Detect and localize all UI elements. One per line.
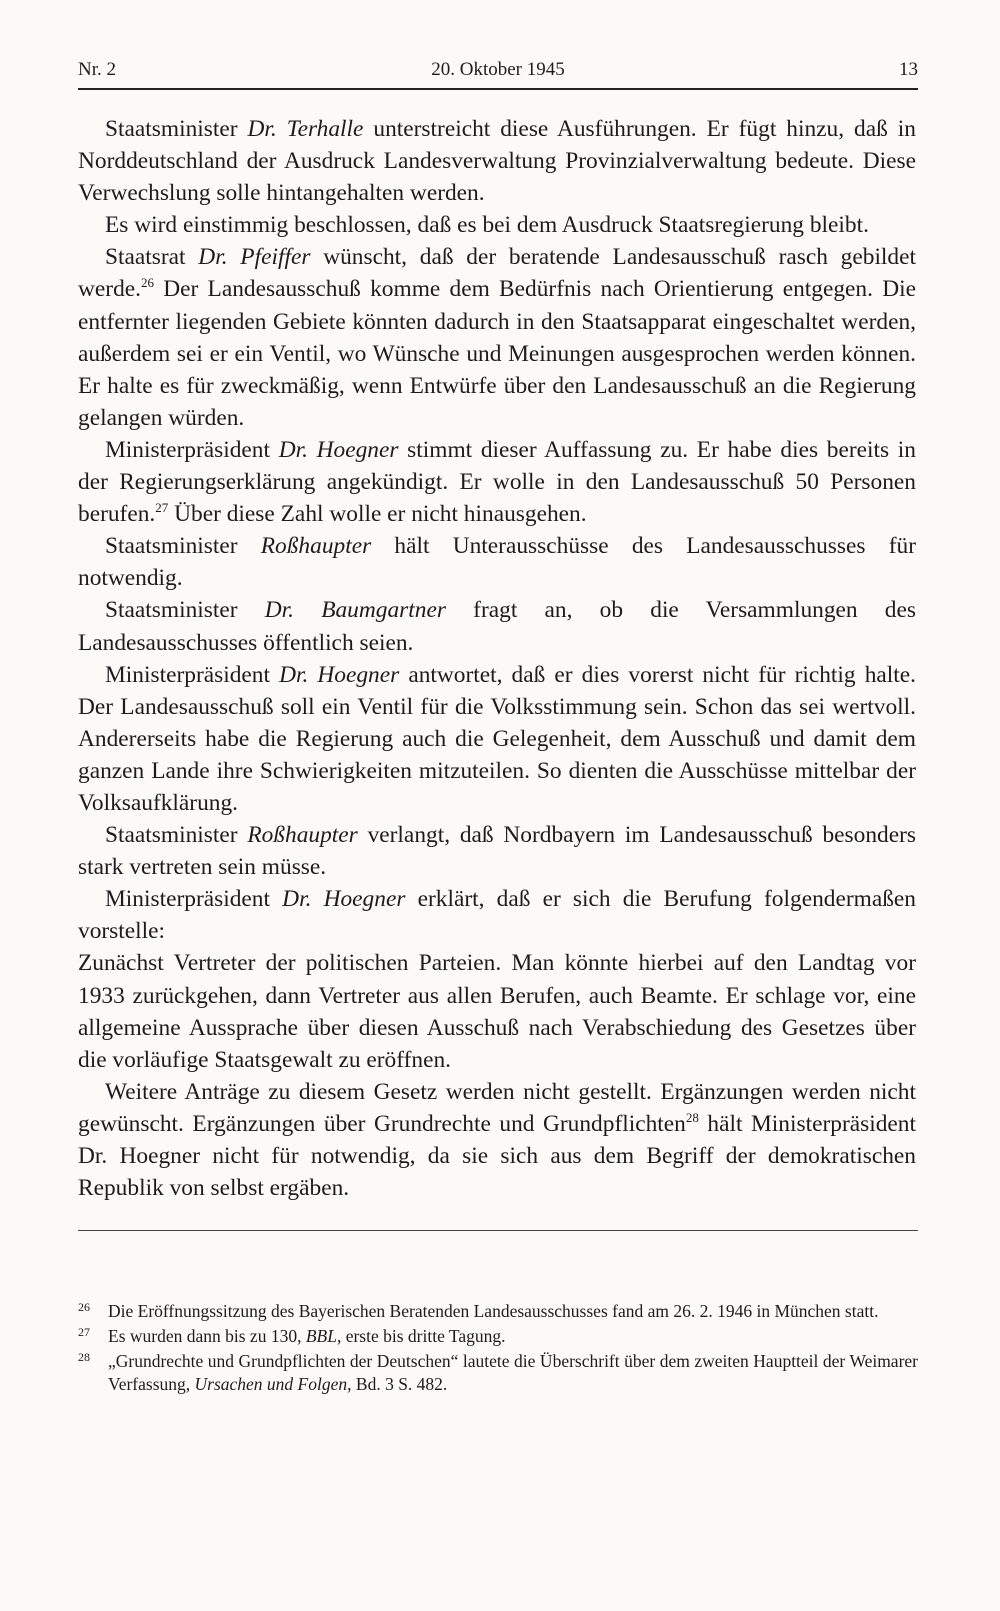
paragraph (78, 434, 916, 530)
text-run: hält Unterausschüsse des Landesausschusses für notwendig. (78, 533, 916, 592)
text-run: Es wurden dann bis zu 130, (108, 1326, 306, 1346)
text-run: unterstreicht diese Ausführungen. Er fügt hinzu, daß in Norddeutschland der Ausdruck Landesverwaltung Provinzialverwaltung bedeute. Diese Verwechslung solle hintangehalten werden. (78, 116, 916, 207)
footnote (78, 1300, 918, 1323)
speaker-name: Dr. Hoegner (282, 886, 406, 913)
text-run: Staatsminister (105, 822, 248, 849)
text-run: Ministerpräsident (105, 436, 279, 463)
page-number: 13 (899, 59, 918, 80)
text-run: Staatsminister (105, 533, 261, 560)
footnote-number: 27 (78, 1325, 90, 1339)
footnote (78, 1350, 918, 1396)
paragraph (78, 947, 916, 1075)
speaker-name: Roßhaupter (247, 822, 358, 849)
body-text (78, 113, 916, 1204)
paragraph (78, 819, 916, 883)
text-run: Über diese Zahl wolle er nicht hinausgehen. (168, 501, 587, 528)
header-rule (78, 88, 918, 90)
issue-number: Nr. 2 (78, 59, 116, 80)
text-run: Weitere Anträge zu diesem Gesetz werden nicht gestellt. Ergänzungen werden nicht gewünscht. Ergänzungen über Grundrechte und Grundpflichten (78, 1078, 916, 1137)
text-run: „Grundrechte und Grundpflichten der Deutschen“ lautete die Überschrift über dem zweiten Hauptteil der Weimarer Verfassung, (108, 1351, 918, 1394)
text-run: stimmt dieser Auffassung zu. Er habe dies bereits in der Regierungserklärung angekündigt. Er wolle in den Landesausschuß 50 Personen berufen. (78, 436, 916, 528)
text-run: fragt an, ob die Versammlungen des Landesausschusses öffentlich seien. (78, 597, 916, 656)
text-run: hält Ministerpräsident Dr. Hoegner nicht für notwendig, da sie sich aus dem Begriff der demokratischen Republik von selbst ergäben. (78, 1110, 916, 1202)
speaker-name: Roßhaupter (260, 533, 372, 560)
speaker-name: Dr. Hoegner (278, 436, 399, 463)
text-run: Der Landesausschuß komme dem Bedürfnis nach Orientierung entgegen. Die entfernter liegenden Gebiete könnten dadurch in den Staatsapparat eingeschaltet werden, außerdem sei er ein Ventil, wo Wünsche und Meinungen ausgesprochen werden können. Er halte es für zweckmäßig, wenn Entwürfe über den Landesausschuß an die Regierung gelangen würden. (78, 276, 916, 431)
paragraph (78, 241, 916, 434)
text-run: Es wird einstimmig beschlossen, daß es bei dem Ausdruck Staatsregierung bleibt. (105, 212, 869, 239)
footnote (78, 1325, 918, 1348)
paragraph (78, 659, 916, 819)
paragraph (78, 113, 916, 209)
header-date: 20. Oktober 1945 (431, 59, 565, 80)
running-header (78, 52, 918, 88)
paragraph (78, 1076, 916, 1204)
text-run: antwortet, daß er dies vorerst nicht für richtig halte. Der Landesausschuß soll ein Ventil für die Volksstimmung sein. Schon das sei wertvoll. Andererseits habe die Regierung auch die Gelegenheit, dem Ausschuß und damit dem ganzen Lande ihre Schwierigkeiten mitzuteilen. So dienten die Ausschüsse mittelbar der Volksaufklärung. (78, 661, 916, 816)
speaker-name: Dr. Pfeiffer (198, 244, 311, 271)
text-run: Ministerpräsident (105, 661, 280, 688)
text-run: Staatsminister (105, 116, 248, 142)
footnote-number: 28 (78, 1350, 90, 1364)
text-run: Die Eröffnungssitzung des Bayerischen Beratenden Landesausschusses fand am 26. 2. 1946 in München statt. (108, 1301, 879, 1321)
footnote-separator (78, 1230, 918, 1231)
paragraph (78, 883, 916, 947)
paragraph (78, 530, 916, 594)
footnote-ref: 26 (141, 275, 154, 291)
paragraph (78, 594, 916, 658)
text-run: , Bd. 3 S. 482. (347, 1374, 448, 1394)
text-run: wünscht, daß der beratende Landesausschuß rasch gebildet werde. (78, 244, 917, 303)
speaker-name: Dr. Baumgartner (264, 597, 446, 624)
footnote-number: 26 (78, 1300, 90, 1314)
text-run: Ministerpräsident (105, 886, 283, 913)
footnote-ref: 28 (685, 1109, 699, 1125)
text-run: erklärt, daß er sich die Berufung folgendermaßen vorstelle: (78, 886, 916, 945)
speaker-name: Dr. Terhalle (247, 116, 364, 142)
speaker-name: Dr. Hoegner (279, 661, 400, 688)
text-run: , erste bis dritte Tagung. (336, 1326, 506, 1346)
paragraph (78, 209, 916, 241)
text-run: Staatsrat (105, 244, 199, 271)
speaker-name: Ursachen und Folgen (194, 1374, 348, 1394)
speaker-name: BBL (305, 1326, 337, 1346)
footnote-ref: 27 (155, 500, 169, 516)
text-run: Zunächst Vertreter der politischen Parteien. Man könnte hierbei auf den Landtag vor 1933 zurückgehen, dann Vertreter aus allen Berufen, auch Beamte. Er schlage vor, eine allgemeine Aussprache über diesen Ausschuß nach Verabschiedung des Gesetzes über die vorläufige Staatsgewalt zu eröffnen. (78, 950, 916, 1073)
text-run: Staatsminister (105, 597, 265, 624)
text-run: verlangt, daß Nordbayern im Landesausschuß besonders stark vertreten sein müsse. (78, 822, 916, 881)
footnotes (78, 1300, 918, 1398)
